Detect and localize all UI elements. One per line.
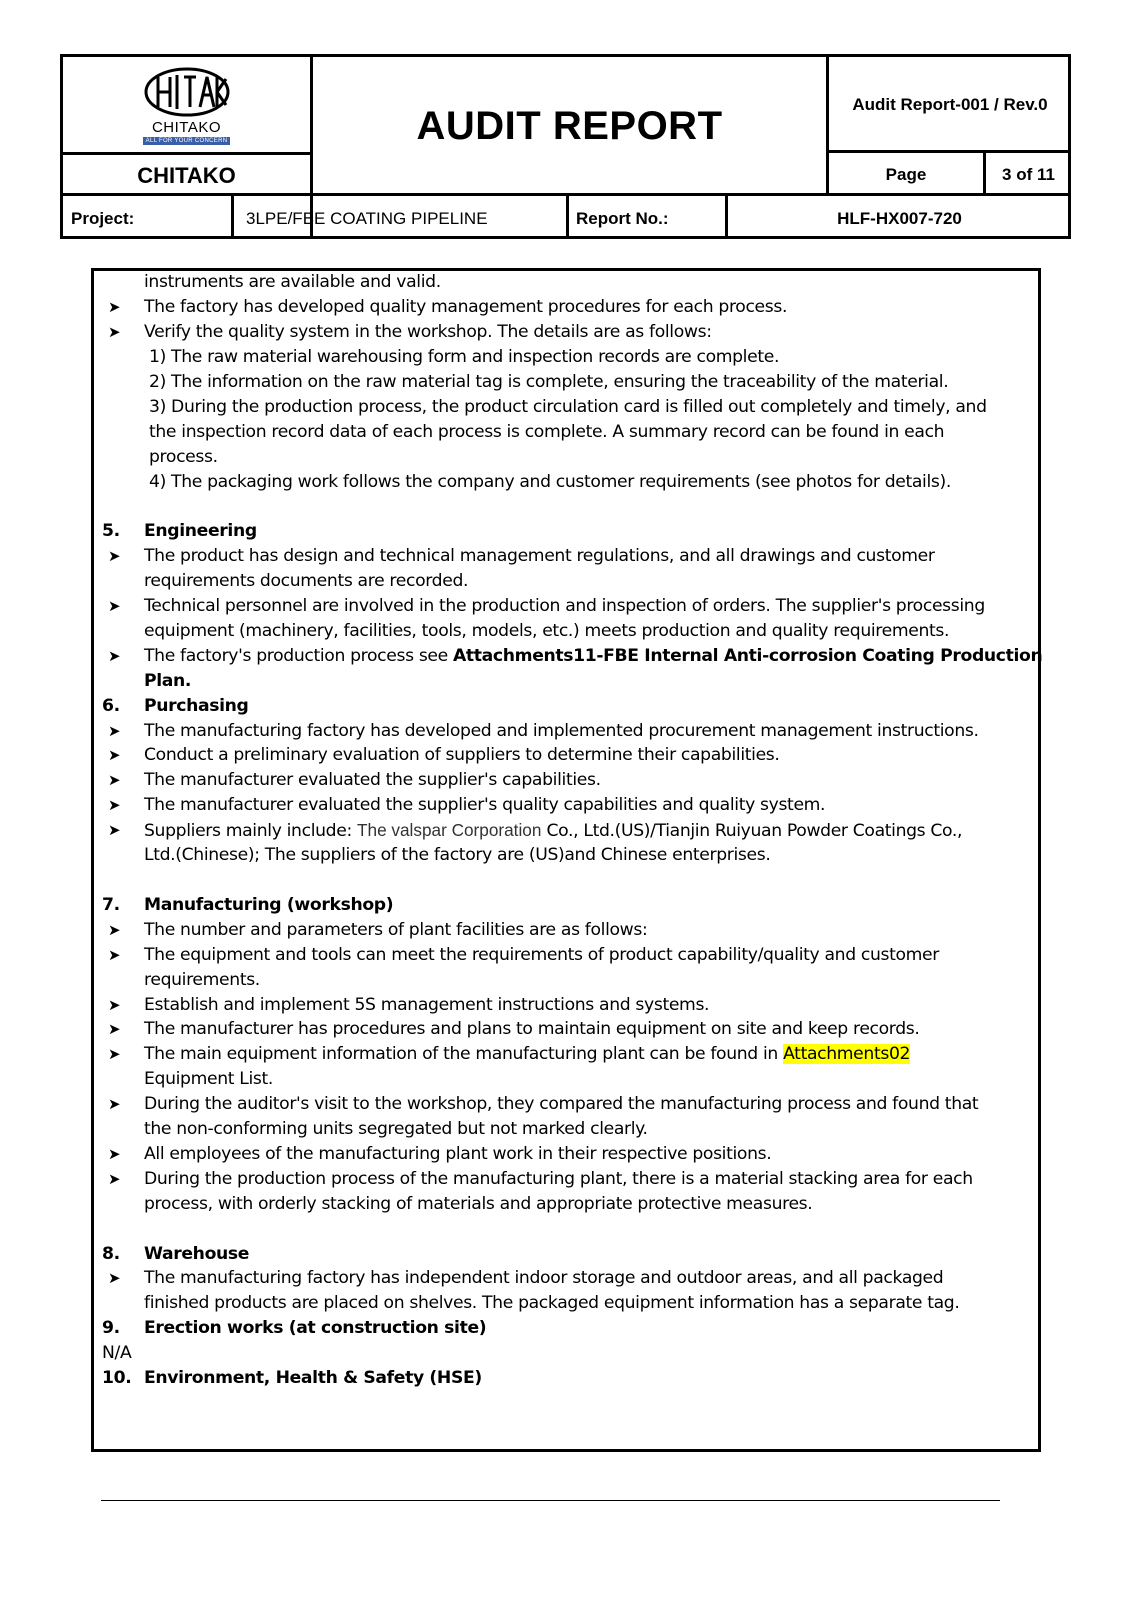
bullet-arrow-icon: ➤ <box>108 722 121 740</box>
list-item-continued: finished products are placed on shelves. The packaged equipment information has a separate tag. <box>144 1293 960 1313</box>
list-item-continued: the non-conforming units segregated but not marked clearly. <box>144 1119 648 1139</box>
document-reference: Audit Report-001 / Rev.0 <box>852 94 1048 114</box>
list-item: During the auditor's visit to the workshop, they compared the manufacturing process and found that <box>144 1094 979 1114</box>
text-run: The main equipment information of the manufacturing plant can be found in <box>144 1044 784 1064</box>
list-item <box>144 643 1042 669</box>
list-item <box>144 817 962 844</box>
supplier-name: The valspar Corporation <box>357 820 542 840</box>
page-label: Page <box>885 164 927 184</box>
bullet-arrow-icon: ➤ <box>108 771 121 789</box>
bullet-arrow-icon: ➤ <box>108 597 121 615</box>
text-run: The factory's production process see <box>144 646 453 666</box>
sub-item: process. <box>149 447 218 467</box>
bullet-arrow-icon: ➤ <box>108 1020 121 1038</box>
attachment-reference: Attachments11-FBE Internal Anti-corrosion Coating Production <box>452 646 1043 666</box>
list-item: The manufacturer evaluated the supplier's quality capabilities and quality system. <box>144 795 826 815</box>
section-number: 10. <box>102 1368 132 1388</box>
bullet-arrow-icon: ➤ <box>108 821 121 839</box>
list-item-continued: Equipment List. <box>144 1069 274 1089</box>
bullet-arrow-icon: ➤ <box>108 996 121 1014</box>
logo-wordmark: CHITAKO <box>151 118 222 136</box>
list-item: The product has design and technical management regulations, and all drawings and customer <box>144 546 935 566</box>
section-number: 5. <box>102 521 120 541</box>
text-line: instruments are available and valid. <box>144 272 441 292</box>
text-run: Suppliers mainly include: <box>144 821 358 841</box>
list-item: The manufacturer has procedures and plans to maintain equipment on site and keep records. <box>144 1019 920 1039</box>
chitako-logo-icon <box>144 67 230 117</box>
list-item: Verify the quality system in the workshop. The details are as follows: <box>144 322 712 342</box>
list-item-continued: Ltd.(Chinese); The suppliers of the factory are (US)and Chinese enterprises. <box>144 845 771 865</box>
sub-item: 4) The packaging work follows the company and customer requirements (see photos for details). <box>149 472 951 492</box>
list-item: Conduct a preliminary evaluation of suppliers to determine their capabilities. <box>144 745 780 765</box>
bullet-arrow-icon: ➤ <box>108 921 121 939</box>
list-item: During the production process of the manufacturing plant, there is a material stacking area for each <box>144 1169 973 1189</box>
project-value: 3LPE/FBE COATING PIPELINE <box>246 208 488 228</box>
list-item: The equipment and tools can meet the requirements of product capability/quality and customer <box>144 945 939 965</box>
company-name: CHITAKO <box>137 162 236 188</box>
not-applicable-text: N/A <box>102 1343 132 1363</box>
list-item-continued: Plan. <box>144 671 192 691</box>
document-header <box>60 54 1071 239</box>
list-item: The manufacturer evaluated the supplier's capabilities. <box>144 770 601 790</box>
sub-item: 1) The raw material warehousing form and inspection records are complete. <box>149 347 780 367</box>
list-item-continued: equipment (machinery, facilities, tools, models, etc.) meets production and quality requirements. <box>144 621 950 641</box>
section-title-purchasing: Purchasing <box>144 696 249 716</box>
bullet-arrow-icon: ➤ <box>108 1145 121 1163</box>
bullet-arrow-icon: ➤ <box>108 547 121 565</box>
report-body <box>91 268 1041 1452</box>
section-title-engineering: Engineering <box>144 521 257 541</box>
page-title: AUDIT REPORT <box>416 103 723 148</box>
section-title-warehouse: Warehouse <box>144 1244 250 1264</box>
list-item: All employees of the manufacturing plant work in their respective positions. <box>144 1144 772 1164</box>
bullet-arrow-icon: ➤ <box>108 946 121 964</box>
list-item-continued: process, with orderly stacking of materials and appropriate protective measures. <box>144 1194 813 1214</box>
list-item: The number and parameters of plant facilities are as follows: <box>144 920 648 940</box>
highlighted-attachment-reference: Attachments02 <box>783 1044 911 1064</box>
list-item-continued: requirements. <box>144 970 260 990</box>
section-number: 8. <box>102 1244 120 1264</box>
sub-item: the inspection record data of each process is complete. A summary record can be found in each <box>149 422 945 442</box>
list-item: The manufacturing factory has independent indoor storage and outdoor areas, and all packaged <box>144 1268 944 1288</box>
bullet-arrow-icon: ➤ <box>108 647 121 665</box>
section-title-erection-works: Erection works (at construction site) <box>144 1318 487 1338</box>
bullet-arrow-icon: ➤ <box>108 746 121 764</box>
section-title-manufacturing: Manufacturing (workshop) <box>144 895 394 915</box>
section-number: 7. <box>102 895 120 915</box>
report-number-label: Report No.: <box>576 208 669 228</box>
bullet-arrow-icon: ➤ <box>108 1170 121 1188</box>
list-item-continued: requirements documents are recorded. <box>144 571 469 591</box>
bullet-arrow-icon: ➤ <box>108 323 121 341</box>
footer-rule <box>101 1500 1000 1501</box>
bullet-arrow-icon: ➤ <box>108 796 121 814</box>
section-number: 6. <box>102 696 120 716</box>
list-item: The manufacturing factory has developed and implemented procurement management instructions. <box>144 721 979 741</box>
bullet-arrow-icon: ➤ <box>108 298 121 316</box>
logo-tagline: ALL FOR YOUR CONCERN <box>143 137 231 145</box>
list-item: The factory has developed quality management procedures for each process. <box>144 297 788 317</box>
company-logo <box>63 57 310 154</box>
bullet-arrow-icon: ➤ <box>108 1045 121 1063</box>
list-item <box>144 1041 910 1067</box>
list-item: Technical personnel are involved in the production and inspection of orders. The supplier's processing <box>144 596 985 616</box>
section-title-hse: Environment, Health & Safety (HSE) <box>144 1368 482 1388</box>
bullet-arrow-icon: ➤ <box>108 1269 121 1287</box>
sub-item: 2) The information on the raw material tag is complete, ensuring the traceability of the material. <box>149 372 949 392</box>
bullet-arrow-icon: ➤ <box>108 1095 121 1113</box>
list-item: Establish and implement 5S management instructions and systems. <box>144 995 710 1015</box>
sub-item: 3) During the production process, the product circulation card is filled out completely and timely, and <box>149 397 987 417</box>
project-label: Project: <box>71 208 135 228</box>
page-number: 3 of 11 <box>1002 164 1055 184</box>
text-run: Co., Ltd.(US)/Tianjin Ruiyuan Powder Coatings Co., <box>541 821 963 841</box>
report-number-value: HLF-HX007-720 <box>837 208 962 228</box>
section-number: 9. <box>102 1318 120 1338</box>
